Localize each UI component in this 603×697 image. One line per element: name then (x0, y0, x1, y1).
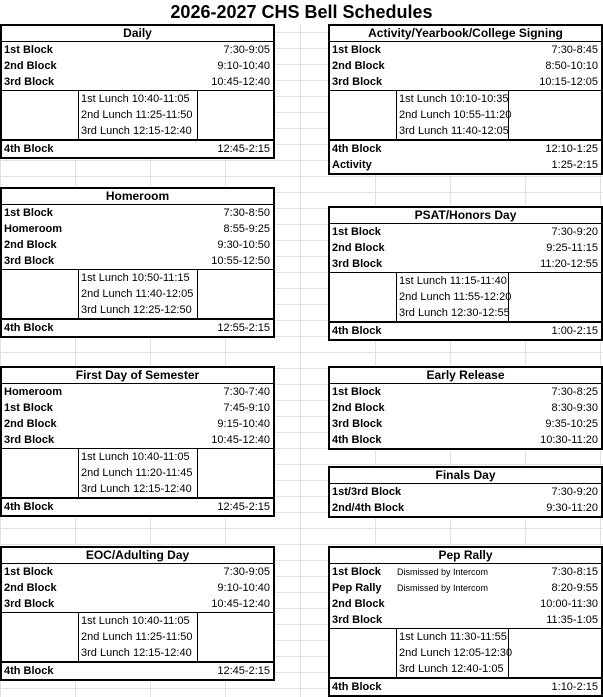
schedule-row (330, 484, 601, 500)
schedule-row (2, 318, 273, 336)
schedule-row (2, 139, 273, 157)
period-time: 1:00-2:15 (551, 325, 598, 337)
period-name: 1st Block (4, 44, 53, 56)
period-name: 1st Block (4, 402, 53, 414)
lunch-section (330, 628, 601, 677)
period-time: 7:45-9:10 (223, 402, 270, 414)
lunch-item: 1st Lunch 10:40-11:05 (81, 451, 190, 463)
period-time: 9:10-10:40 (217, 582, 270, 594)
schedule-row (330, 240, 601, 256)
schedule-row (330, 416, 601, 432)
lunch-item: 3rd Lunch 11:40-12:05 (399, 125, 509, 137)
schedule-header: EOC/Adulting Day (2, 548, 273, 564)
schedule-header: Early Release (330, 368, 601, 384)
period-time: 7:30-9:05 (223, 566, 270, 578)
page-title: 2026-2027 CHS Bell Schedules (0, 0, 603, 24)
period-time: 10:55-12:50 (211, 255, 270, 267)
lunch-box (396, 629, 513, 677)
period-name: 1st Block (332, 386, 381, 398)
period-name: 3rd Block (4, 598, 55, 610)
schedule-row (2, 42, 273, 58)
lunch-section (330, 272, 601, 321)
period-time: 12:45-2:15 (217, 665, 270, 677)
lunch-section (2, 269, 273, 318)
period-time: 10:45-12:40 (211, 434, 270, 446)
period-time: 12:55-2:15 (217, 322, 270, 334)
schedule-row (330, 224, 601, 240)
lunch-box (396, 91, 512, 139)
schedule-row (2, 432, 273, 448)
period-name: 4th Block (332, 325, 382, 337)
schedule-row (330, 580, 601, 596)
lunch-item: 1st Lunch 10:10-10:35 (399, 93, 509, 105)
period-time: 11:20-12:55 (540, 258, 598, 270)
lunch-item: 2nd Lunch 11:20-11:45 (81, 467, 193, 479)
lunch-item: 2nd Lunch 10:55-11:20 (399, 109, 512, 121)
schedule-row (2, 237, 273, 253)
period-time: 10:15-12:05 (539, 76, 598, 88)
period-time: 10:30-11:20 (540, 434, 598, 446)
schedule-early-release (328, 366, 603, 450)
schedule-row (2, 596, 273, 612)
schedule-row (2, 253, 273, 269)
schedule-row (330, 612, 601, 628)
period-time: 11:35-1:05 (546, 614, 598, 626)
period-name: 4th Block (4, 322, 54, 334)
schedule-row (2, 580, 273, 596)
period-time: 9:10-10:40 (217, 60, 270, 72)
schedule-row (2, 497, 273, 515)
period-name: Homeroom (4, 223, 63, 235)
period-name: 1st Block (4, 566, 53, 578)
period-time: 1:10-2:15 (551, 681, 598, 693)
schedule-row (330, 256, 601, 272)
period-time: 8:20-9:55 (551, 582, 598, 594)
period-time: 7:30-9:20 (551, 486, 598, 498)
schedule-homeroom (0, 187, 275, 338)
lunch-item: 3rd Lunch 12:40-1:05 (399, 663, 504, 675)
schedule-row (330, 321, 601, 339)
lunch-item: 2nd Lunch 12:05-12:30 (399, 647, 513, 659)
schedule-row (330, 564, 601, 580)
period-time: 9:15-10:40 (217, 418, 270, 430)
period-name: 4th Block (4, 665, 54, 677)
schedule-finals-day (328, 466, 603, 518)
period-time: 7:30-8:50 (223, 207, 270, 219)
lunch-item: 1st Lunch 10:40-11:05 (81, 93, 190, 105)
period-name: 2nd Block (4, 582, 57, 594)
period-name: 2nd Block (332, 242, 385, 254)
schedule-row (330, 677, 601, 695)
period-note: Dismissed by Intercom (397, 567, 489, 577)
period-name: 2nd Block (4, 239, 57, 251)
lunch-section (2, 612, 273, 661)
schedule-row (2, 74, 273, 90)
period-name: 4th Block (4, 143, 54, 155)
period-name: 1st Block (332, 44, 381, 56)
period-name: 2nd Block (4, 60, 57, 72)
period-name: 3rd Block (4, 76, 55, 88)
period-name: 4th Block (4, 501, 54, 513)
schedule-eoc-adulting-day (0, 546, 275, 681)
lunch-item: 2nd Lunch 11:25-11:50 (81, 631, 193, 643)
period-name: 2nd Block (332, 402, 385, 414)
schedule-row (2, 58, 273, 74)
schedule-header: Activity/Yearbook/College Signing (330, 26, 601, 42)
schedule-header: Daily (2, 26, 273, 42)
lunch-box (78, 91, 198, 139)
period-name: Pep Rally (332, 582, 382, 594)
period-time: 7:30-8:45 (551, 44, 598, 56)
lunch-box (78, 270, 198, 318)
schedule-row (2, 416, 273, 432)
schedule-header: First Day of Semester (2, 368, 273, 384)
schedule-header: Finals Day (330, 468, 601, 484)
schedule-row (2, 661, 273, 679)
schedule-row (330, 157, 601, 173)
period-name: 3rd Block (332, 76, 383, 88)
period-name: 4th Block (332, 434, 382, 446)
period-name: Activity (332, 159, 372, 171)
period-time: 8:50-10:10 (545, 60, 598, 72)
schedule-pep-rally (328, 546, 603, 697)
schedule-header: PSAT/Honors Day (330, 208, 601, 224)
period-time: 7:30-9:05 (223, 44, 270, 56)
schedule-row (330, 139, 601, 157)
lunch-box (78, 613, 198, 661)
period-time: 10:00-11:30 (540, 598, 598, 610)
lunch-section (330, 90, 601, 139)
lunch-item: 2nd Lunch 11:40-12:05 (81, 288, 194, 300)
schedule-row (330, 384, 601, 400)
period-time: 7:30-9:20 (551, 226, 598, 238)
lunch-section (2, 448, 273, 497)
schedule-row (330, 400, 601, 416)
lunch-item: 1st Lunch 10:40-11:05 (81, 615, 190, 627)
lunch-item: 1st Lunch 11:15-11:40 (399, 275, 507, 287)
schedule-row (2, 400, 273, 416)
lunch-item: 3rd Lunch 12:15-12:40 (81, 483, 192, 495)
period-time: 7:30-8:15 (551, 566, 598, 578)
schedule-row (2, 564, 273, 580)
schedule-activity (328, 24, 603, 175)
period-time: 7:30-7:40 (223, 386, 270, 398)
schedule-row (330, 74, 601, 90)
period-time: 10:45-12:40 (211, 76, 270, 88)
schedule-psat-honors-day (328, 206, 603, 341)
lunch-item: 2nd Lunch 11:55-12:20 (399, 291, 512, 303)
lunch-box (396, 273, 512, 321)
period-time: 10:45-12:40 (211, 598, 270, 610)
period-time: 1:25-2:15 (551, 159, 598, 171)
schedule-header: Pep Rally (330, 548, 601, 564)
schedule-row (330, 432, 601, 448)
period-name: 3rd Block (4, 255, 55, 267)
period-name: 4th Block (332, 681, 382, 693)
lunch-item: 2nd Lunch 11:25-11:50 (81, 109, 193, 121)
schedule-header: Homeroom (2, 189, 273, 205)
period-name: 1st/3rd Block (332, 486, 402, 498)
period-name: 2nd Block (4, 418, 57, 430)
schedule-row (2, 384, 273, 400)
period-name: 2nd/4th Block (332, 502, 405, 514)
period-time: 8:30-9:30 (551, 402, 598, 414)
period-name: 4th Block (332, 143, 382, 155)
schedule-row (330, 42, 601, 58)
schedule-row (2, 221, 273, 237)
schedule-row (330, 500, 601, 516)
period-name: 3rd Block (332, 614, 383, 626)
lunch-item: 3rd Lunch 12:15-12:40 (81, 647, 192, 659)
schedule-row (330, 58, 601, 74)
schedule-row (2, 205, 273, 221)
period-time: 9:30-11:20 (546, 502, 598, 514)
schedule-row (330, 596, 601, 612)
lunch-item: 3rd Lunch 12:25-12:50 (81, 304, 192, 316)
lunch-item: 3rd Lunch 12:15-12:40 (81, 125, 192, 137)
period-time: 9:25-11:15 (546, 242, 598, 254)
period-name: 3rd Block (332, 258, 383, 270)
period-name: 1st Block (332, 226, 381, 238)
period-note: Dismissed by Intercom (397, 583, 489, 593)
period-name: 2nd Block (332, 598, 385, 610)
period-time: 7:30-8:25 (551, 386, 598, 398)
period-name: 1st Block (332, 566, 381, 578)
schedule-first-day-of-semester (0, 366, 275, 517)
period-name: 1st Block (4, 207, 53, 219)
lunch-box (78, 449, 198, 497)
lunch-section (2, 90, 273, 139)
period-name: 3rd Block (4, 434, 55, 446)
lunch-item: 1st Lunch 10:50-11:15 (81, 272, 190, 284)
period-name: 2nd Block (332, 60, 385, 72)
period-time: 9:35-10:25 (545, 418, 598, 430)
period-name: 3rd Block (332, 418, 383, 430)
period-time: 12:45-2:15 (217, 143, 270, 155)
period-time: 12:10-1:25 (545, 143, 598, 155)
lunch-item: 3rd Lunch 12:30-12:55 (399, 307, 510, 319)
period-time: 8:55-9:25 (223, 223, 270, 235)
period-time: 9:30-10:50 (217, 239, 270, 251)
period-name: Homeroom (4, 386, 63, 398)
schedule-daily (0, 24, 275, 159)
lunch-item: 1st Lunch 11:30-11:55 (399, 631, 507, 643)
period-time: 12:45-2:15 (217, 501, 270, 513)
